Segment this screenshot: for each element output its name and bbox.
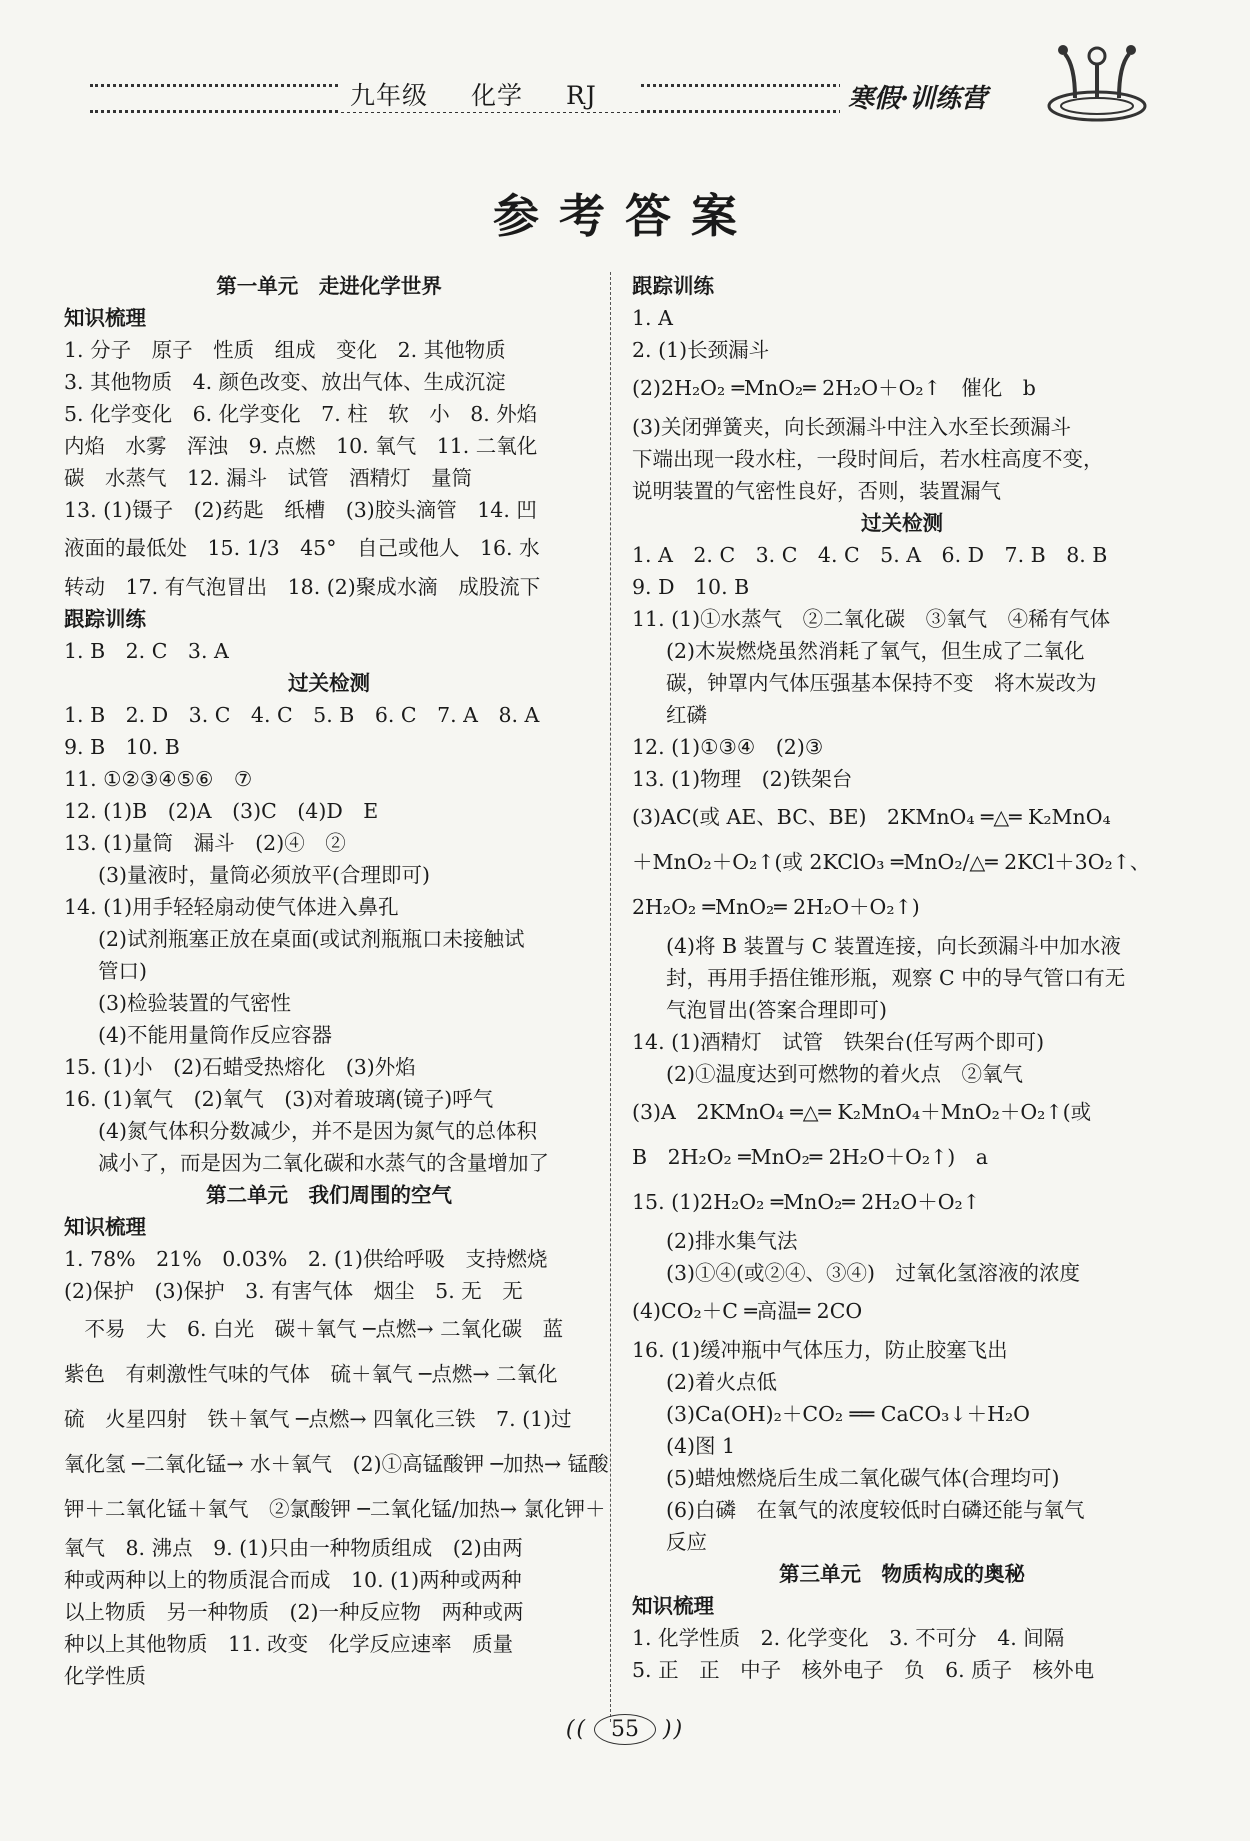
answer-line: (3)关闭弹簧夹，向长颈漏斗中注入水至长颈漏斗 xyxy=(632,415,1072,439)
answer-line: 1. A 2. C 3. C 4. C 5. A 6. D 7. B 8. B xyxy=(632,543,1108,567)
answer-line: 下端出现一段水柱，一段时间后，若水柱高度不变， xyxy=(632,447,1104,471)
answer-line: 5. 正 正 中子 核外电子 负 6. 质子 核外电 xyxy=(632,1658,1095,1682)
header-edition: RJ xyxy=(565,81,597,110)
section-heading: 第二单元 我们周围的空气 xyxy=(206,1183,452,1207)
header-book-info xyxy=(340,76,641,112)
footer-ornament-left: (( xyxy=(565,1717,587,1742)
answer-line: 1. B 2. D 3. C 4. C 5. B 6. C 7. A 8. A xyxy=(64,703,540,727)
answer-line: (3)Ca(OH)₂＋CO₂ ══ CaCO₃↓＋H₂O xyxy=(666,1402,1030,1426)
section-heading: 第三单元 物质构成的奥秘 xyxy=(779,1562,1025,1586)
answer-line: (2)保护 (3)保护 3. 有害气体 烟尘 5. 无 无 xyxy=(64,1279,523,1303)
answer-line: (4)不能用量筒作反应容器 xyxy=(98,1023,333,1047)
answer-line: (3)①④(或②④、③④) 过氧化氢溶液的浓度 xyxy=(666,1261,1081,1285)
answer-line: (2)2H₂O₂ ═MnO₂═ 2H₂O＋O₂↑ 催化 b xyxy=(632,376,1036,400)
answer-line: 硫 火星四射 铁＋氧气 ─点燃→ 四氧化三铁 7. (1)过 xyxy=(64,1407,572,1431)
answer-line: 1. B 2. C 3. A xyxy=(64,639,229,663)
page-header xyxy=(70,60,1150,120)
answer-line: 12. (1)B (2)A (3)C (4)D E xyxy=(64,799,379,823)
answer-line: (3)AC(或 AE、BC、BE) 2KMnO₄ ═△═ K₂MnO₄ xyxy=(632,805,1111,829)
answer-line: (2)木炭燃烧虽然消耗了氧气，但生成了二氧化 xyxy=(666,639,1085,663)
answer-line: 13. (1)量筒 漏斗 (2)④ ② xyxy=(64,831,346,855)
answer-line: 管口) xyxy=(98,959,147,983)
answer-line: 种以上其他物质 11. 改变 化学反应速率 质量 xyxy=(64,1632,514,1656)
subsection-heading: 跟踪训练 xyxy=(632,274,714,298)
answer-line: 封，再用手捂住锥形瓶，观察 C 中的导气管口有无 xyxy=(666,966,1126,990)
page-number: 55 xyxy=(594,1714,656,1745)
answer-line: 15. (1)2H₂O₂ ═MnO₂═ 2H₂O＋O₂↑ xyxy=(632,1190,980,1214)
answer-line: 5. 化学变化 6. 化学变化 7. 柱 软 小 8. 外焰 xyxy=(64,402,538,426)
answers-left-column xyxy=(64,270,609,1692)
answer-line: (2)排水集气法 xyxy=(666,1229,798,1253)
answer-line: 9. B 10. B xyxy=(64,735,180,759)
answer-line: (2)①温度达到可燃物的着火点 ②氧气 xyxy=(666,1062,1024,1086)
answer-line: 液面的最低处 15. 1/3 45° 自己或他人 16. 水 xyxy=(64,536,540,560)
answer-line: 碳，钟罩内气体压强基本保持不变 将木炭改为 xyxy=(666,671,1097,695)
column-divider xyxy=(610,272,611,1722)
answer-line: 减小了，而是因为二氧化碳和水蒸气的含量增加了 xyxy=(98,1151,549,1175)
answer-line: B 2H₂O₂ ═MnO₂═ 2H₂O＋O₂↑) a xyxy=(632,1145,989,1169)
answer-line: 内焰 水雾 浑浊 9. 点燃 10. 氧气 11. 二氧化 xyxy=(64,434,538,458)
answer-line: 不易 大 6. 白光 碳＋氧气 ─点燃→ 二氧化碳 蓝 xyxy=(64,1317,564,1341)
answer-line: (2)试剂瓶塞正放在桌面(或试剂瓶瓶口未接触试 xyxy=(98,927,525,951)
footer-ornament-right: )) xyxy=(663,1717,685,1742)
section-heading: 第一单元 走进化学世界 xyxy=(216,274,442,298)
subsection-heading: 知识梳理 xyxy=(64,1215,146,1239)
answer-line: 16. (1)缓冲瓶中气体压力，防止胶塞飞出 xyxy=(632,1338,1008,1362)
answer-line: (3)量液时，量筒必须放平(合理即可) xyxy=(98,863,431,887)
answer-line: 1. A xyxy=(632,306,673,330)
subsection-heading: 跟踪训练 xyxy=(64,607,146,631)
answer-line: 说明装置的气密性良好，否则，装置漏气 xyxy=(632,479,1001,503)
answer-line: 12. (1)①③④ (2)③ xyxy=(632,735,824,759)
page-footer xyxy=(0,1714,1250,1745)
section-heading: 过关检测 xyxy=(288,671,370,695)
answer-line: 11. (1)①水蒸气 ②二氧化碳 ③氧气 ④稀有气体 xyxy=(632,607,1111,631)
answer-line: (5)蜡烛燃烧后生成二氧化碳气体(合理均可) xyxy=(666,1466,1060,1490)
page-title: 参考答案 xyxy=(493,189,757,243)
answer-line: 碳 水蒸气 12. 漏斗 试管 酒精灯 量筒 xyxy=(64,466,473,490)
answer-line: 9. D 10. B xyxy=(632,575,750,599)
answer-line: 15. (1)小 (2)石蜡受热熔化 (3)外焰 xyxy=(64,1055,416,1079)
answer-line: (4)图 1 xyxy=(666,1434,736,1458)
answer-line: (2)着火点低 xyxy=(666,1370,778,1394)
answer-line: 种或两种以上的物质混合而成 10. (1)两种或两种 xyxy=(64,1568,522,1592)
answer-line: 紫色 有刺激性气味的气体 硫＋氧气 ─点燃→ 二氧化 xyxy=(64,1362,558,1386)
answer-line: 13. (1)物理 (2)铁架台 xyxy=(632,767,853,791)
subsection-heading: 知识梳理 xyxy=(64,306,146,330)
answer-line: (3)检验装置的气密性 xyxy=(98,991,292,1015)
answer-line: (3)A 2KMnO₄ ═△═ K₂MnO₄＋MnO₂＋O₂↑(或 xyxy=(632,1100,1092,1124)
answers-right-column xyxy=(632,270,1172,1686)
header-series-title: 寒假·训练营 xyxy=(840,78,995,115)
answer-line: (4)将 B 装置与 C 装置连接，向长颈漏斗中加水液 xyxy=(666,934,1121,958)
answer-line: ＋MnO₂＋O₂↑(或 2KClO₃ ═MnO₂/△═ 2KCl＋3O₂↑、 xyxy=(632,850,1151,874)
answer-line: 11. ①②③④⑤⑥ ⑦ xyxy=(64,767,253,791)
answer-line: 转动 17. 有气泡冒出 18. (2)聚成水滴 成股流下 xyxy=(64,575,541,599)
answer-line: 钾＋二氧化锰＋氧气 ②氯酸钾 ─二氧化锰/加热→ 氯化钾＋ xyxy=(64,1497,606,1521)
answer-line: 14. (1)酒精灯 试管 铁架台(任写两个即可) xyxy=(632,1030,1045,1054)
answer-line: 反应 xyxy=(666,1530,707,1554)
answer-line: (4)氮气体积分数减少，并不是因为氮气的总体积 xyxy=(98,1119,538,1143)
subsection-heading: 知识梳理 xyxy=(632,1594,714,1618)
answer-line: 氧化氢 ─二氧化锰→ 水＋氧气 (2)①高锰酸钾 ─加热→ 锰酸 xyxy=(64,1452,609,1476)
answer-line: 2. (1)长颈漏斗 xyxy=(632,338,770,362)
answer-line: 以上物质 另一种物质 (2)一种反应物 两种或两 xyxy=(64,1600,524,1624)
answer-line: 3. 其他物质 4. 颜色改变、放出气体、生成沉淀 xyxy=(64,370,506,394)
answer-line: 红磷 xyxy=(666,703,707,727)
answer-line: 化学性质 xyxy=(64,1664,146,1688)
answer-line: 13. (1)镊子 (2)药匙 纸槽 (3)胶头滴管 14. 凹 xyxy=(64,498,537,522)
answer-line: 1. 分子 原子 性质 组成 变化 2. 其他物质 xyxy=(64,338,506,362)
answer-line: (4)CO₂＋C ═高温═ 2CO xyxy=(632,1299,863,1323)
answer-line: 氧气 8. 沸点 9. (1)只由一种物质组成 (2)由两 xyxy=(64,1536,523,1560)
answer-line: 气泡冒出(答案合理即可) xyxy=(666,998,887,1022)
answer-line: (6)白磷 在氧气的浓度较低时白磷还能与氧气 xyxy=(666,1498,1085,1522)
answer-line: 14. (1)用手轻轻扇动使气体进入鼻孔 xyxy=(64,895,399,919)
header-subject: 化学 xyxy=(470,81,523,110)
answer-line: 1. 78% 21% 0.03% 2. (1)供给呼吸 支持燃烧 xyxy=(64,1247,548,1271)
series-logo-icon xyxy=(1045,36,1150,126)
answer-line: 1. 化学性质 2. 化学变化 3. 不可分 4. 间隔 xyxy=(632,1626,1065,1650)
answer-line: 16. (1)氧气 (2)氧气 (3)对着玻璃(镜子)呼气 xyxy=(64,1087,494,1111)
header-grade: 九年级 xyxy=(350,81,429,110)
section-heading: 过关检测 xyxy=(861,511,943,535)
answer-line: 2H₂O₂ ═MnO₂═ 2H₂O＋O₂↑) xyxy=(632,895,920,919)
